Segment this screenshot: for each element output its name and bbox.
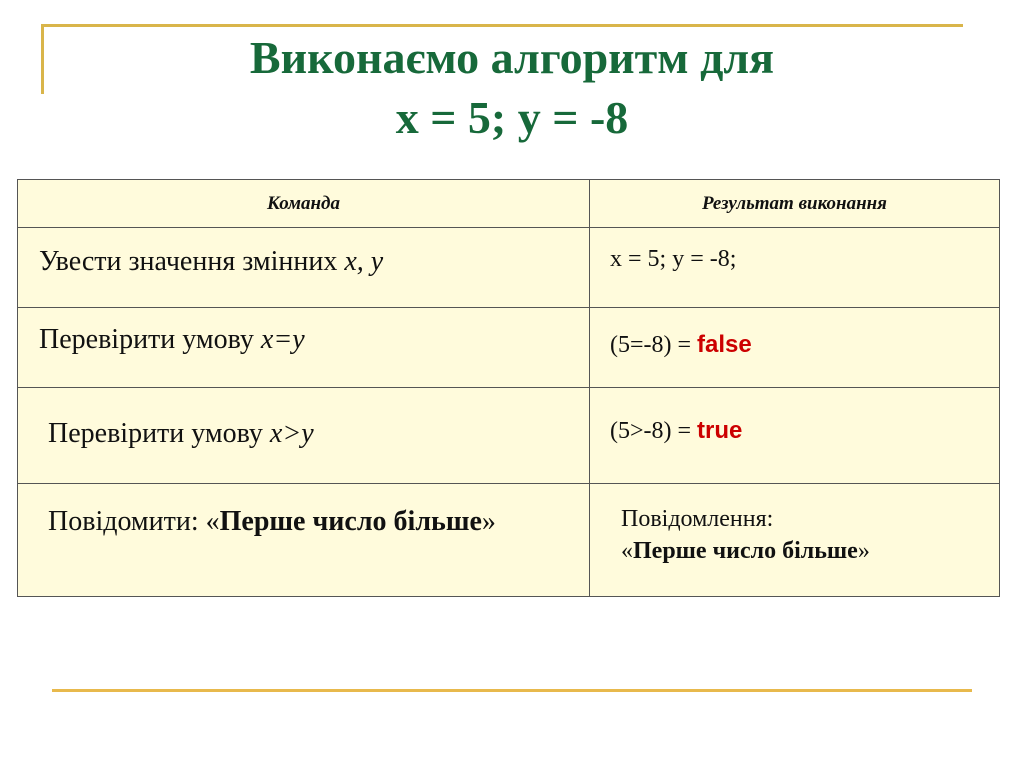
table-row xyxy=(18,484,1000,597)
result-value-true: true xyxy=(697,417,743,444)
slide-title xyxy=(0,28,1024,148)
result-cell xyxy=(590,228,1000,308)
command-bold-text: Перше число більше xyxy=(219,506,482,537)
title-line-1: Виконаємо алгоритм для xyxy=(249,32,775,83)
result-prefix: « xyxy=(621,538,633,564)
command-vars: x>y xyxy=(269,418,314,449)
command-vars: x=y xyxy=(260,324,305,355)
result-expr: (5>-8) = xyxy=(610,418,698,444)
result-suffix: » xyxy=(857,538,870,564)
table-header-row xyxy=(18,180,1000,228)
command-cell xyxy=(18,484,590,597)
result-cell xyxy=(590,308,1000,388)
result-line-2 xyxy=(621,535,998,567)
command-suffix: » xyxy=(481,506,496,537)
title-line-2: x = 5; y = -8 xyxy=(395,92,629,143)
command-cell xyxy=(18,308,590,388)
table-row xyxy=(18,308,1000,388)
result-cell xyxy=(590,484,1000,597)
table-row xyxy=(18,228,1000,308)
header-command: Команда xyxy=(18,180,590,228)
result-line-1: Повідомлення: xyxy=(621,506,774,532)
result-bold-text: Перше число більше xyxy=(633,538,858,564)
command-cell xyxy=(18,228,590,308)
result-value-false: false xyxy=(697,331,752,358)
command-text: Перевірити умову xyxy=(39,324,261,355)
result-expr: (5=-8) = xyxy=(610,332,698,358)
command-text: Перевірити умову xyxy=(48,418,270,449)
command-prefix: Повідомити: « xyxy=(48,506,220,537)
result-cell xyxy=(590,388,1000,484)
algorithm-table xyxy=(17,179,1000,597)
table-row xyxy=(18,388,1000,484)
bottom-decor-line xyxy=(52,689,972,692)
top-decor-line xyxy=(41,24,963,27)
header-result: Результат виконання xyxy=(590,180,1000,228)
command-text: Увести значення змінних xyxy=(39,246,345,277)
command-vars: x, y xyxy=(344,246,384,277)
result-text: x = 5; y = -8; xyxy=(610,246,737,272)
command-cell xyxy=(18,388,590,484)
